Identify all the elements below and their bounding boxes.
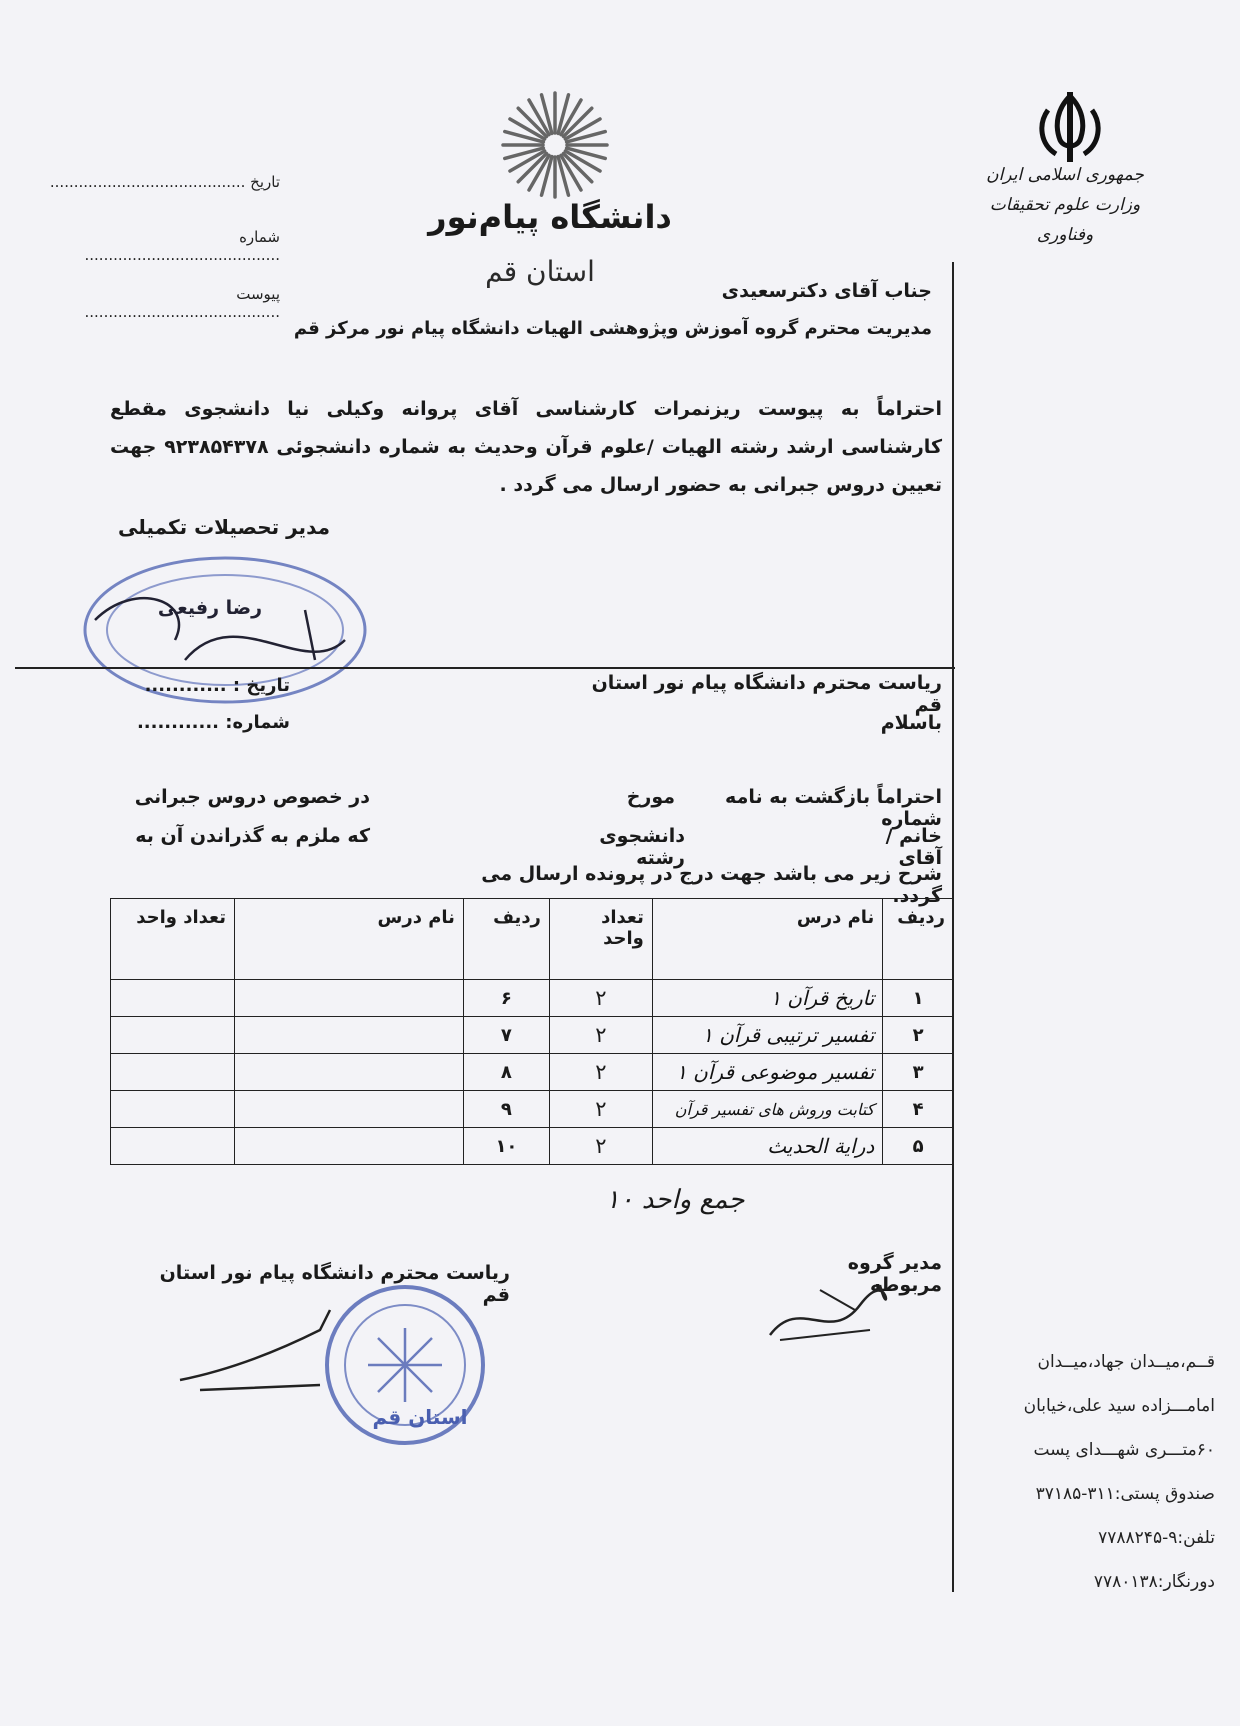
head-of-group-title: مدیر گروه مربوطه xyxy=(847,1252,942,1296)
row-number-2: ۶ xyxy=(463,980,549,1017)
date-field: تاریخ ......................................... xyxy=(49,173,280,191)
stamp-text: استان قم xyxy=(372,1405,468,1429)
letter2-line3: شرح زیر می باشد جهت درج در پرونده ارسال می گردد. xyxy=(481,863,942,907)
presidency-title: ریاست محترم دانشگاه پیام نور استان قم xyxy=(159,1262,510,1306)
header-units: تعداد واحد xyxy=(549,899,652,980)
row-number: ۳ xyxy=(883,1054,954,1091)
course-name: درایة الحدیث xyxy=(652,1128,882,1165)
address-line: دورنگار:۷۷۸۰۱۳۸ xyxy=(1093,1572,1215,1592)
course-name: تفسیر موضوعی قرآن ۱ xyxy=(652,1054,882,1091)
address-line: ۶۰متـــری شهـــدای پست xyxy=(1033,1440,1215,1460)
row-number: ۲ xyxy=(883,1017,954,1054)
letter2-line1b: مورخ xyxy=(626,786,675,808)
total-units: جمع واحد ۱۰ xyxy=(605,1185,745,1215)
row-number: ۱ xyxy=(883,980,954,1017)
letter1-addressee: جناب آقای دکترسعیدی xyxy=(721,280,932,302)
course-name-2 xyxy=(234,1091,463,1128)
row-number: ۴ xyxy=(883,1091,954,1128)
address-line: قــم،میــدان جهاد،میــدان xyxy=(1037,1352,1215,1372)
address-block xyxy=(965,1340,1215,1604)
attachment-field: پیوست ......................................... xyxy=(84,285,280,321)
letter2-greeting: باسلام xyxy=(880,712,942,734)
table-row xyxy=(111,1054,954,1091)
address-line: امامـــزاده سید علی،خیابان xyxy=(1023,1396,1215,1416)
table-row xyxy=(111,1091,954,1128)
letter2-line1c: در خصوص دروس جبرانی xyxy=(134,786,370,808)
course-name: تفسیر ترتیبی قرآن ۱ xyxy=(652,1017,882,1054)
university-name: دانشگاه پیام‌نور xyxy=(428,198,672,236)
course-units-2 xyxy=(111,1091,235,1128)
course-units: ۲ xyxy=(549,980,652,1017)
header-course-2: نام درس xyxy=(234,899,463,980)
row-number-2: ۸ xyxy=(463,1054,549,1091)
course-units: ۲ xyxy=(549,1017,652,1054)
number-field: شماره ......................................... xyxy=(84,228,280,264)
header-row: ردیف xyxy=(883,899,954,980)
header-course: نام درس xyxy=(652,899,882,980)
head-of-group-signature xyxy=(760,1275,900,1355)
address-line: تلفن:۹-۷۷۸۸۲۴۵ xyxy=(1098,1528,1215,1548)
address-line: صندوق پستی:۳۱۱-۳۷۱۸۵ xyxy=(1035,1484,1215,1504)
row-number-2: ۷ xyxy=(463,1017,549,1054)
iran-emblem-icon xyxy=(1030,88,1110,168)
table-row xyxy=(111,1128,954,1165)
course-units-2 xyxy=(111,980,235,1017)
letter1-body: احتراماً به پیوست ریزنمرات کارشناسی آقای پروانه وکیلی نیا دانشجوی مقطع کارشناسی ارشد رشته الهیات /علوم قرآن وحدیث به شماره دانشجوئی ۹۲۳۸۵۴۳۷۸ جهت تعیین دروس جبرانی به حضور ارسال می گردد . xyxy=(110,398,942,496)
course-units: ۲ xyxy=(549,1128,652,1165)
course-units: ۲ xyxy=(549,1054,652,1091)
course-name-2 xyxy=(234,1128,463,1165)
course-name-2 xyxy=(234,1017,463,1054)
letter2-line2b: دانشجوی رشته xyxy=(599,825,685,869)
course-table xyxy=(110,898,954,1165)
header-units-2: تعداد واحد xyxy=(111,899,235,980)
horizontal-divider xyxy=(15,667,955,669)
letter2-date-field: تاریخ : ............ xyxy=(144,675,290,696)
letter2-line2c: که ملزم به گذراندن آن به xyxy=(135,825,370,847)
course-name-2 xyxy=(234,1054,463,1091)
pnu-logo-icon xyxy=(495,85,615,205)
header-row-2: ردیف xyxy=(463,899,549,980)
course-name: تاریخ قرآن ۱ xyxy=(652,980,882,1017)
table-row xyxy=(111,1017,954,1054)
row-number: ۵ xyxy=(883,1128,954,1165)
ministry-line-1: جمهوری اسلامی ایران xyxy=(986,165,1144,185)
row-number-2: ۹ xyxy=(463,1091,549,1128)
row-number-2: ۱۰ xyxy=(463,1128,549,1165)
letter2-number-field: شماره: ............ xyxy=(136,712,290,733)
signer-name: رضا رفیعی xyxy=(157,597,263,619)
ministry-line-2: وزارت علوم تحقیقات وفناوری xyxy=(989,195,1141,245)
course-units-2 xyxy=(111,1054,235,1091)
course-name-2 xyxy=(234,980,463,1017)
letter2-line2a: خانم / آقای xyxy=(885,825,942,869)
course-units: ۲ xyxy=(549,1091,652,1128)
letter2-addressee: ریاست محترم دانشگاه پیام نور استان قم xyxy=(591,672,942,716)
course-name: کتابت وروش های تفسیر قرآن xyxy=(652,1091,882,1128)
letter1-subject: مدیریت محترم گروه آموزش وپژوهشی الهیات دانشگاه پیام نور مرکز قم xyxy=(293,318,932,339)
course-units-2 xyxy=(111,1128,235,1165)
signer-title: مدیر تحصیلات تکمیلی xyxy=(118,515,331,539)
table-header-row xyxy=(111,899,954,980)
ministry-heading xyxy=(960,160,1170,250)
province-name: استان قم xyxy=(485,255,595,288)
letter2-line1a: احتراماً بازگشت به نامه شماره xyxy=(725,786,942,830)
table-row xyxy=(111,980,954,1017)
course-units-2 xyxy=(111,1017,235,1054)
